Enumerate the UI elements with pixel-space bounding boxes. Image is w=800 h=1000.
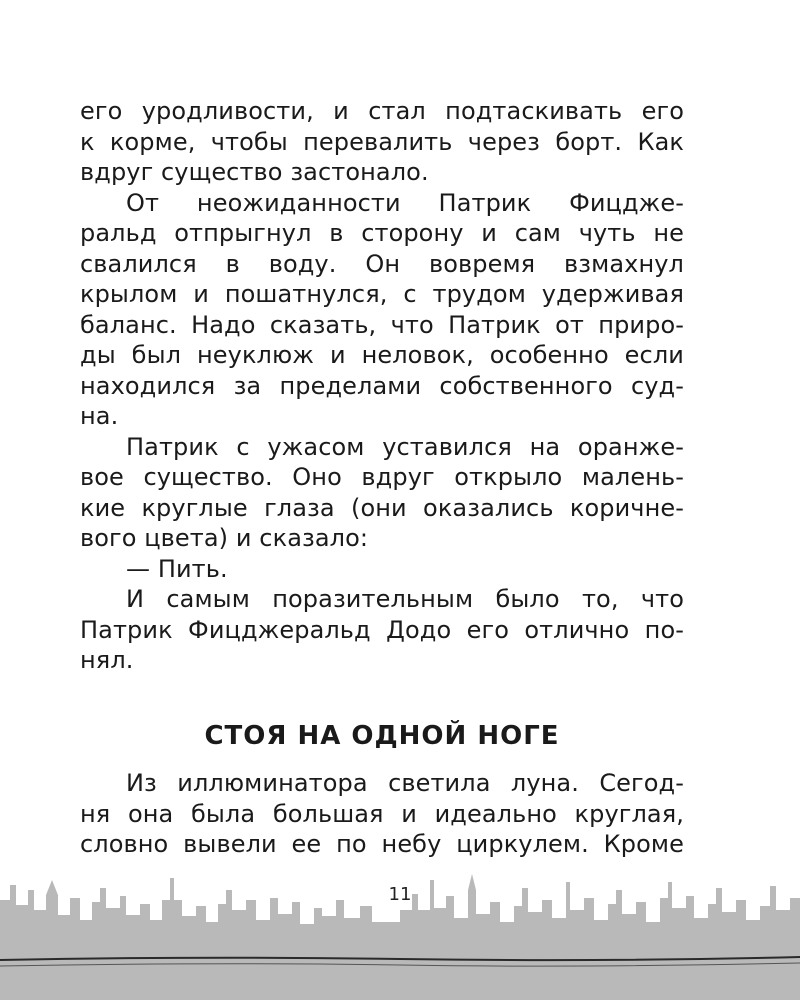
- text-line: вое существо. Оно вдруг открыло малень-: [80, 463, 684, 491]
- text-line: кие круглые глаза (они оказались коричне-: [80, 493, 684, 522]
- text-line: ня она была большая и идеально круглая,: [80, 799, 684, 828]
- city-skyline-decoration: [0, 860, 800, 1000]
- text-line: Патрик Фицджеральд Додо его отлично по-: [80, 615, 684, 644]
- body-text-bottom: [80, 768, 684, 860]
- paragraph: [80, 768, 684, 860]
- paragraph: [80, 188, 684, 432]
- text-line: вого цвета) и сказало:: [80, 524, 369, 552]
- text-line: И самым поразительным было то, что: [126, 585, 684, 613]
- text-line: баланс. Надо сказать, что Патрик от приро-: [80, 310, 684, 339]
- text-line: — Пить.: [126, 554, 228, 583]
- chapter-heading: СТОЯ НА ОДНОЙ НОГЕ: [204, 721, 560, 751]
- text-line: ды был неуклюж и неловок, особенно если: [80, 341, 684, 369]
- page-number: 11: [388, 884, 412, 905]
- text-line: находился за пределами собственного суд-: [80, 371, 684, 400]
- skyline-base: [0, 938, 800, 1000]
- body-text-top: [80, 96, 684, 676]
- paragraph: [80, 432, 684, 554]
- text-line: Патрик с ужасом уставился на оранже-: [126, 432, 684, 461]
- paragraph: [80, 96, 684, 188]
- paragraph: [80, 584, 684, 676]
- text-line: свалился в воду. Он вовремя взмахнул: [80, 249, 684, 278]
- text-line: на.: [80, 402, 119, 430]
- text-line: словно вывели ее по небу циркулем. Кроме: [80, 830, 684, 858]
- text-line: его уродливости, и стал подтаскивать его: [80, 97, 684, 125]
- text-line: нял.: [80, 646, 134, 674]
- text-line: крылом и пошатнулся, с трудом удерживая: [80, 280, 684, 308]
- text-line: ральд отпрыгнул в сторону и сам чуть не: [80, 219, 684, 247]
- text-line: вдруг существо застонало.: [80, 158, 429, 186]
- text-line: к корме, чтобы перевалить через борт. Как: [80, 127, 684, 156]
- text-line: Из иллюминатора светила луна. Сегод-: [126, 769, 684, 797]
- text-line: От неожиданности Патрик Фицдже-: [126, 188, 684, 217]
- paragraph: [80, 554, 684, 585]
